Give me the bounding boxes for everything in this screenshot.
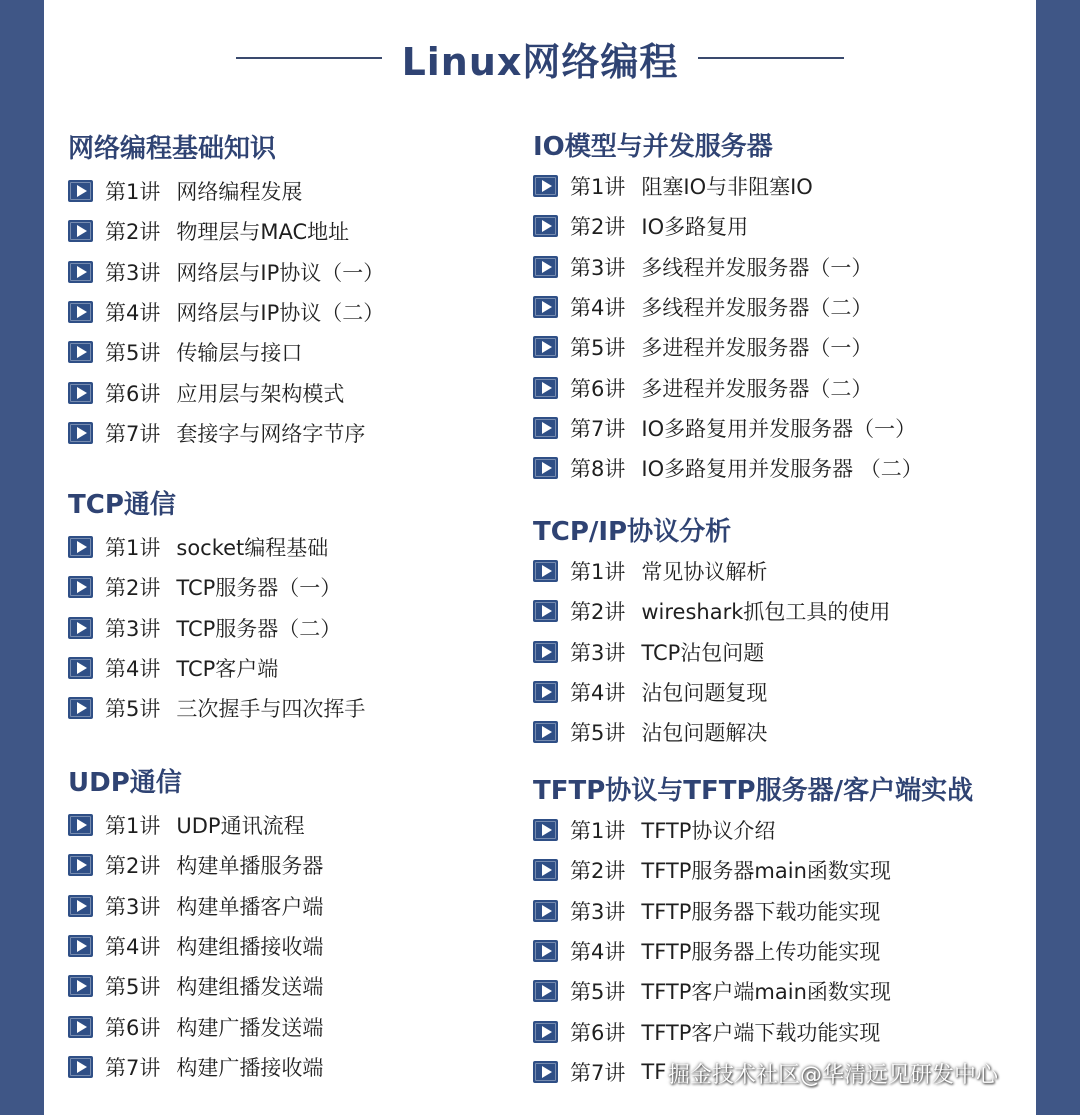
lesson-number: 第3讲: [105, 894, 161, 919]
lesson-number: 第7讲: [105, 1055, 161, 1080]
lesson-number: 第1讲: [105, 814, 161, 838]
lesson-title: 网络层与IP协议（一）: [176, 260, 385, 285]
lesson-number: 第6讲: [105, 381, 161, 406]
watermark: 掘金技术社区@华清远见研发中心: [668, 1063, 999, 1088]
lesson-title: TFTP服务器下载功能实现: [641, 899, 881, 924]
video-play-icon: [68, 895, 93, 917]
lesson-title: wireshark抓包工具的使用: [641, 600, 891, 625]
lesson-title: 多进程并发服务器（一）: [641, 336, 873, 361]
lesson-number: 第6讲: [105, 1015, 161, 1040]
lesson-title: 多线程并发服务器（二）: [641, 295, 873, 320]
lesson-item[interactable]: [68, 693, 365, 723]
lesson-title: 套接字与网络字节序: [176, 421, 366, 446]
lesson-number: 第7讲: [570, 416, 626, 441]
video-play-icon: [68, 341, 93, 363]
lesson-title: TFTP服务器main函数实现: [641, 859, 891, 884]
lesson-item[interactable]: [68, 971, 323, 1001]
lesson-title: IO多路复用: [641, 215, 749, 240]
lesson-item[interactable]: [533, 1057, 666, 1087]
lesson-item[interactable]: [533, 637, 764, 667]
lesson-title: 多进程并发服务器（二）: [641, 376, 873, 401]
lesson-item[interactable]: [533, 413, 916, 443]
lesson-title: 三次握手与四次挥手: [176, 697, 366, 722]
lesson-number: 第4讲: [105, 656, 161, 681]
video-play-icon: [533, 336, 558, 358]
lesson-number: 第6讲: [570, 1020, 626, 1045]
lesson-item[interactable]: [533, 292, 872, 322]
lesson-item[interactable]: [533, 855, 891, 885]
lesson-number: 第2讲: [570, 215, 626, 240]
lesson-title: UDP通讯流程: [176, 814, 305, 838]
lesson-title: TFTP协议介绍: [641, 819, 776, 843]
lesson-item[interactable]: [68, 337, 302, 367]
lesson-number: 第3讲: [570, 255, 626, 280]
video-play-icon: [533, 681, 558, 703]
video-play-icon: [68, 935, 93, 957]
lesson-item[interactable]: [533, 815, 775, 845]
lesson-number: 第7讲: [570, 1060, 626, 1085]
lesson-number: 第6讲: [570, 376, 626, 401]
video-play-icon: [533, 377, 558, 399]
lesson-title: 网络层与IP协议（二）: [176, 300, 385, 325]
lesson-item[interactable]: [533, 1017, 880, 1047]
lesson-item[interactable]: [68, 532, 328, 562]
video-play-icon: [533, 940, 558, 962]
video-play-icon: [533, 256, 558, 278]
lesson-title: 构建广播接收端: [176, 1055, 324, 1080]
video-play-icon: [68, 576, 93, 598]
lesson-item[interactable]: [533, 373, 872, 403]
lesson-number: 第4讲: [570, 939, 626, 964]
lesson-item[interactable]: [533, 332, 872, 362]
lesson-item[interactable]: [68, 613, 341, 643]
video-play-icon: [68, 180, 93, 202]
section-title: TFTP协议与TFTP服务器/客户端实战: [533, 776, 974, 806]
video-play-icon: [533, 175, 558, 197]
video-play-icon: [68, 1016, 93, 1038]
section-title: UDP通信: [68, 768, 182, 798]
video-play-icon: [68, 975, 93, 997]
lesson-number: 第2讲: [105, 854, 161, 879]
video-play-icon: [533, 560, 558, 582]
lesson-item[interactable]: [68, 297, 384, 327]
lesson-title: TFTP客户端下载功能实现: [641, 1020, 881, 1045]
lesson-title: 沾包问题解决: [641, 721, 768, 746]
video-play-icon: [533, 721, 558, 743]
lesson-item[interactable]: [68, 176, 302, 206]
video-play-icon: [533, 641, 558, 663]
video-play-icon: [533, 819, 558, 841]
lesson-number: 第2讲: [105, 576, 161, 601]
lesson-number: 第4讲: [570, 295, 626, 320]
video-play-icon: [533, 296, 558, 318]
video-play-icon: [68, 536, 93, 558]
lesson-item[interactable]: [68, 653, 278, 683]
lesson-number: 第2讲: [105, 220, 161, 245]
video-play-icon: [533, 457, 558, 479]
lesson-number: 第2讲: [570, 600, 626, 625]
lesson-number: 第1讲: [570, 560, 626, 584]
page-header: [44, 28, 1036, 88]
lesson-title: TF: [641, 1059, 667, 1084]
lesson-number: 第1讲: [570, 175, 626, 199]
lesson-number: 第8讲: [570, 457, 626, 482]
lesson-title: TCP服务器（一）: [176, 576, 342, 601]
lesson-item[interactable]: [68, 257, 384, 287]
lesson-title: IO多路复用并发服务器 （二）: [641, 457, 923, 482]
lesson-title: 构建广播发送端: [176, 1015, 324, 1040]
video-play-icon: [533, 980, 558, 1002]
page-title: Linux网络编程: [401, 39, 679, 84]
video-play-icon: [68, 301, 93, 323]
lesson-item[interactable]: [533, 717, 767, 747]
video-play-icon: [68, 382, 93, 404]
video-play-icon: [533, 600, 558, 622]
lesson-number: 第5讲: [105, 341, 161, 366]
lesson-item[interactable]: [533, 896, 880, 926]
lesson-item[interactable]: [68, 810, 305, 840]
lesson-item[interactable]: [533, 252, 872, 282]
lesson-title: 构建组播接收端: [176, 934, 324, 959]
lesson-item[interactable]: [68, 418, 365, 448]
lesson-number: 第4讲: [570, 680, 626, 705]
lesson-title: 沾包问题复现: [641, 680, 768, 705]
lesson-title: TFTP服务器上传功能实现: [641, 939, 881, 964]
lesson-number: 第7讲: [105, 421, 161, 446]
lesson-item[interactable]: [533, 596, 890, 626]
lesson-title: 网络编程发展: [176, 180, 303, 204]
lesson-number: 第3讲: [570, 640, 626, 665]
lesson-number: 第1讲: [105, 180, 161, 204]
lesson-title: TCP客户端: [176, 656, 279, 681]
lesson-number: 第4讲: [105, 300, 161, 325]
video-play-icon: [533, 417, 558, 439]
video-play-icon: [68, 814, 93, 836]
lesson-item[interactable]: [533, 171, 813, 201]
section-title: TCP/IP协议分析: [533, 517, 732, 547]
section-title: IO模型与并发服务器: [533, 132, 773, 162]
lesson-number: 第5讲: [105, 975, 161, 1000]
lesson-title: socket编程基础: [176, 536, 329, 560]
lesson-item[interactable]: [533, 936, 880, 966]
lesson-title: 物理层与MAC地址: [176, 220, 350, 245]
lesson-item[interactable]: [533, 976, 891, 1006]
lesson-number: 第4讲: [105, 934, 161, 959]
lesson-title: 多线程并发服务器（一）: [641, 255, 873, 280]
lesson-item[interactable]: [68, 216, 349, 246]
video-play-icon: [68, 422, 93, 444]
video-play-icon: [533, 900, 558, 922]
video-play-icon: [68, 657, 93, 679]
video-play-icon: [68, 617, 93, 639]
left-side-band: [0, 0, 44, 1115]
lesson-number: 第5讲: [570, 336, 626, 361]
lesson-item[interactable]: [68, 572, 341, 602]
lesson-title: 构建单播服务器: [176, 854, 324, 879]
video-play-icon: [68, 854, 93, 876]
video-play-icon: [68, 1056, 93, 1078]
video-play-icon: [68, 220, 93, 242]
lesson-title: 构建单播客户端: [176, 894, 324, 919]
video-play-icon: [68, 697, 93, 719]
lesson-number: 第3讲: [105, 260, 161, 285]
lesson-item[interactable]: [68, 931, 323, 961]
lesson-item[interactable]: [533, 556, 767, 586]
section-title: 网络编程基础知识: [68, 134, 277, 164]
lesson-item[interactable]: [533, 677, 767, 707]
video-play-icon: [533, 215, 558, 237]
lesson-number: 第3讲: [105, 616, 161, 641]
lesson-title: 常见协议解析: [641, 560, 768, 584]
lesson-number: 第3讲: [570, 899, 626, 924]
video-play-icon: [533, 1061, 558, 1083]
lesson-title: TCP沾包问题: [641, 640, 765, 665]
right-side-band: [1036, 0, 1080, 1115]
lesson-number: 第5讲: [570, 721, 626, 746]
lesson-title: 构建组播发送端: [176, 975, 324, 1000]
lesson-number: 第5讲: [570, 980, 626, 1005]
lesson-title: IO多路复用并发服务器（一）: [641, 416, 917, 441]
section-title: TCP通信: [68, 490, 176, 520]
lesson-number: 第1讲: [570, 819, 626, 843]
title-rule-right: [698, 57, 844, 59]
lesson-title: 传输层与接口: [176, 341, 303, 366]
title-rule-left: [236, 57, 382, 59]
lesson-title: 应用层与架构模式: [176, 381, 345, 406]
lesson-item[interactable]: [68, 850, 323, 880]
video-play-icon: [533, 859, 558, 881]
lesson-item[interactable]: [533, 211, 748, 241]
lesson-number: 第1讲: [105, 536, 161, 560]
lesson-title: 阻塞IO与非阻塞IO: [641, 175, 813, 199]
lesson-number: 第5讲: [105, 697, 161, 722]
lesson-item[interactable]: [68, 891, 323, 921]
lesson-title: TCP服务器（二）: [176, 616, 342, 641]
lesson-item[interactable]: [68, 1052, 323, 1082]
lesson-title: TFTP客户端main函数实现: [641, 980, 891, 1005]
lesson-item[interactable]: [68, 1012, 323, 1042]
lesson-item[interactable]: [533, 453, 923, 483]
lesson-item[interactable]: [68, 378, 344, 408]
lesson-number: 第2讲: [570, 859, 626, 884]
video-play-icon: [68, 261, 93, 283]
video-play-icon: [533, 1021, 558, 1043]
